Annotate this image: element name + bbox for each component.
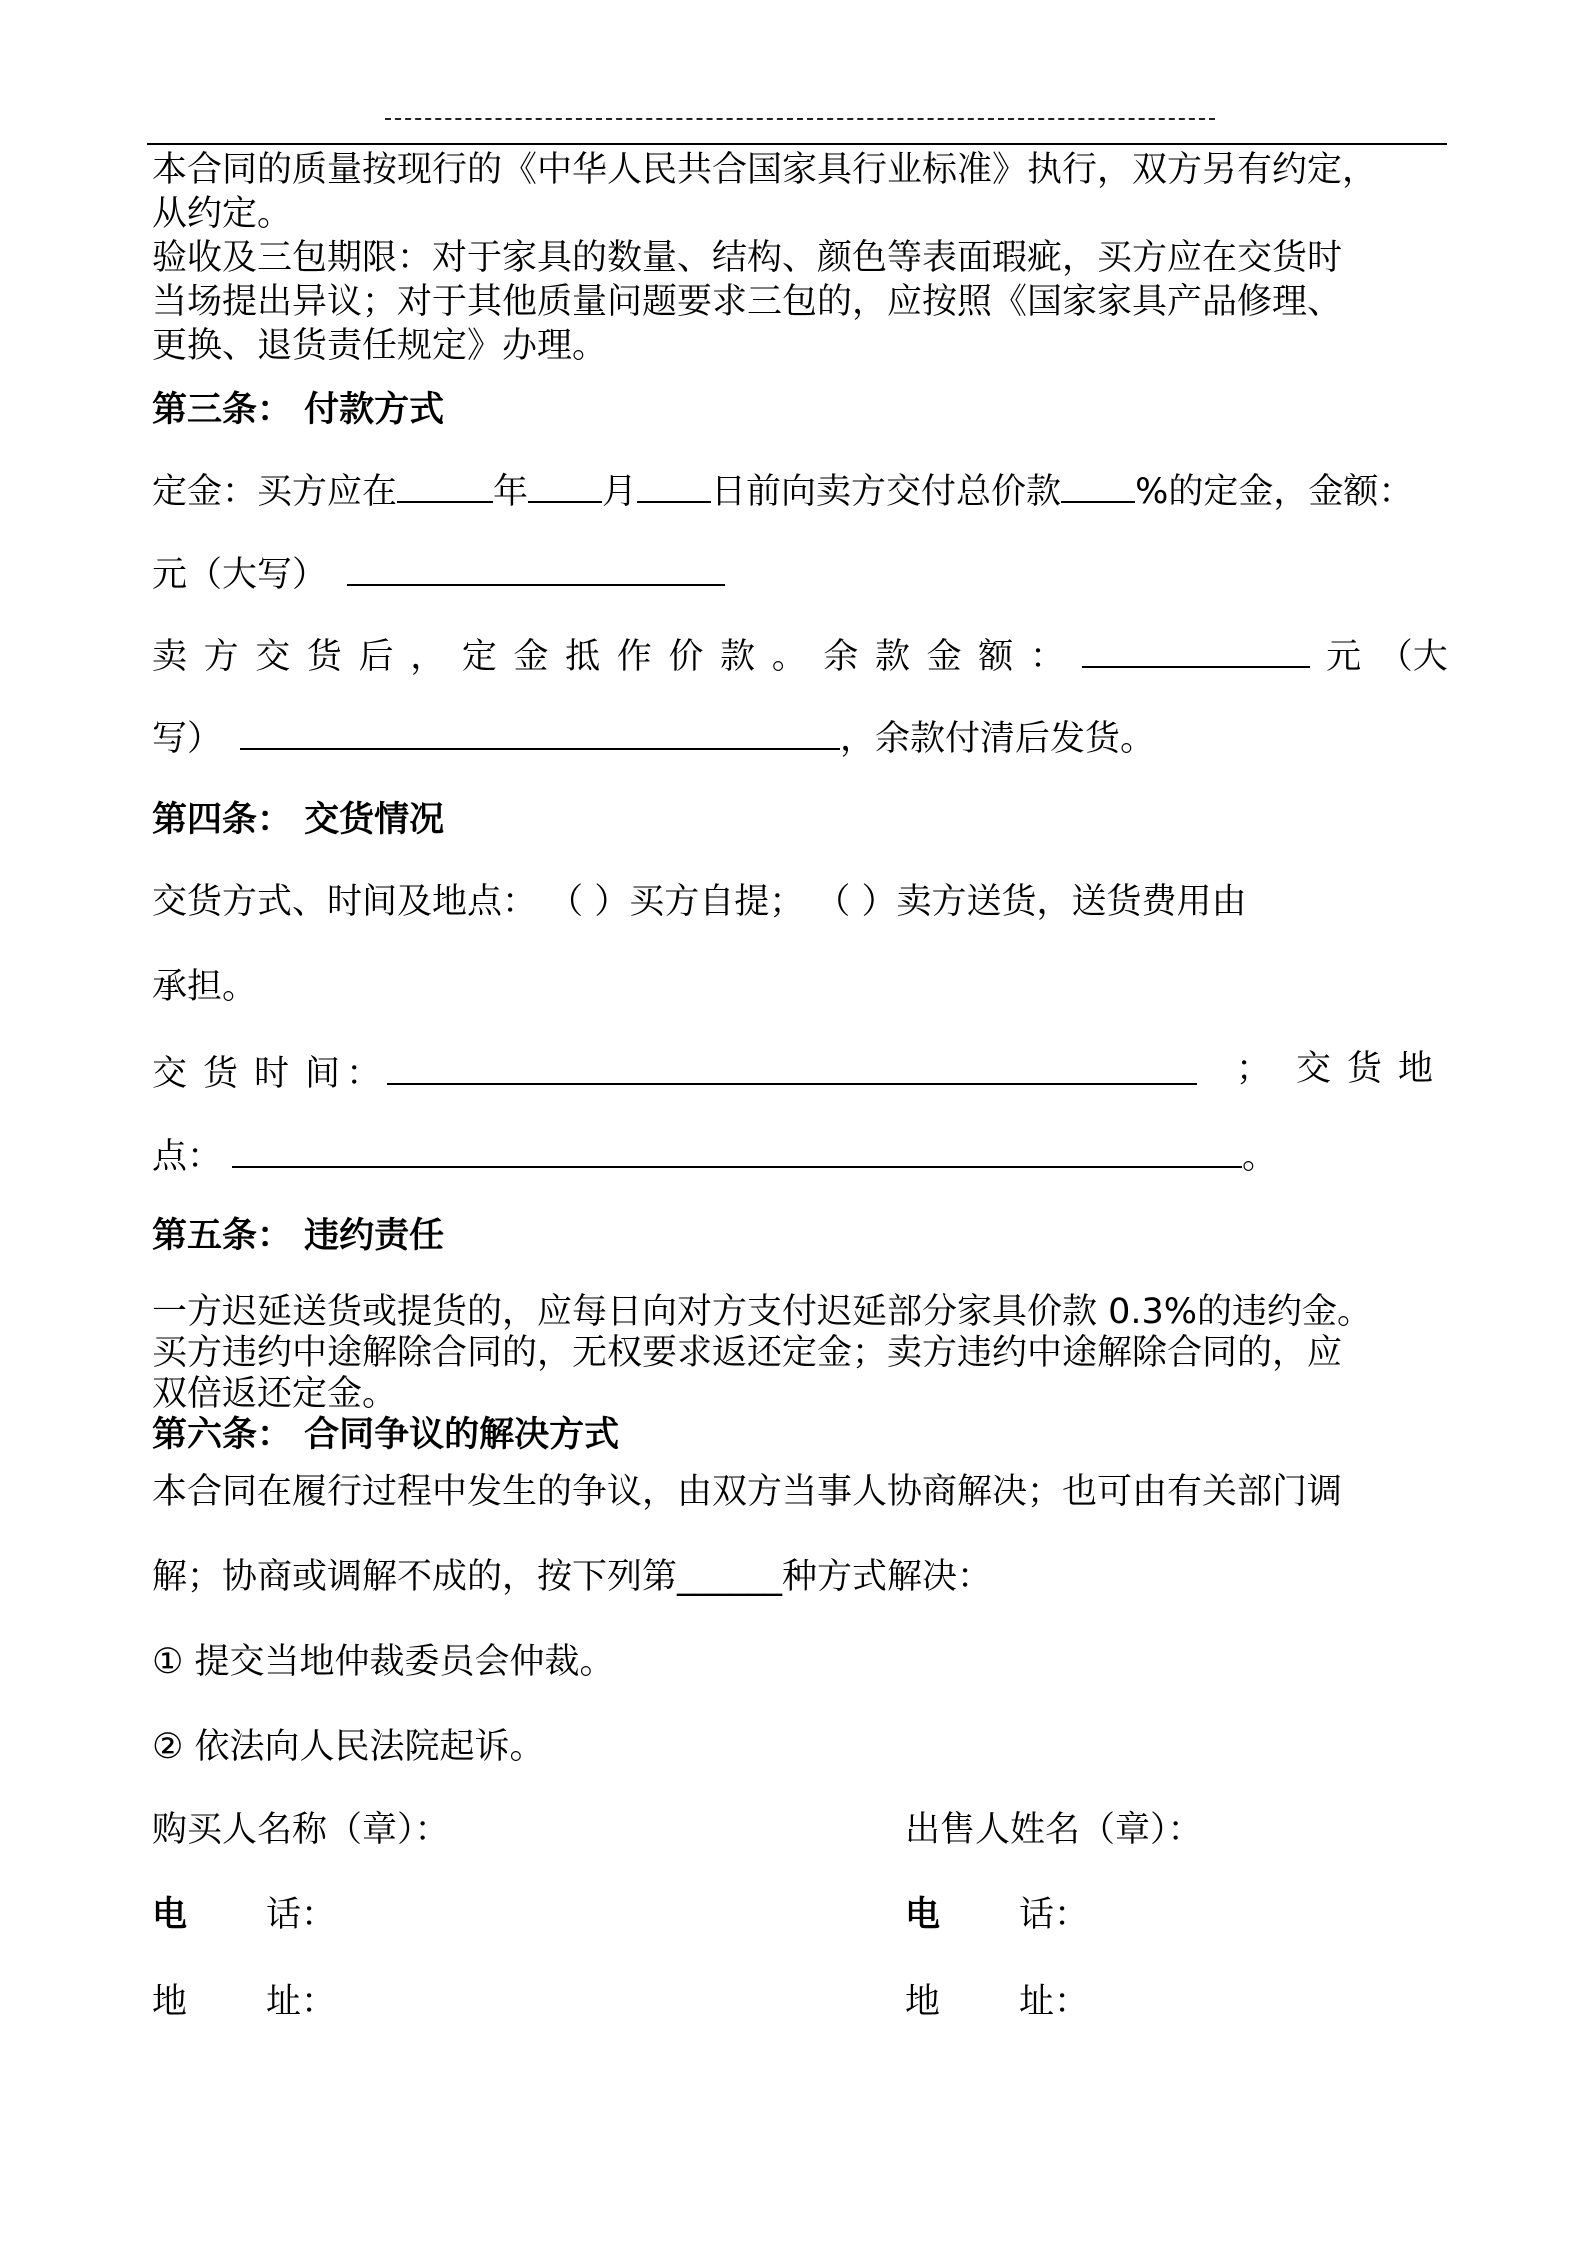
dispute-line-2: 解；协商或调解不成的，按下列第______种方式解决：	[152, 1557, 993, 1597]
buyer-address-a: 地	[152, 1982, 188, 2022]
deposit-capital-blank[interactable]	[347, 548, 725, 586]
dian-label: 点：	[152, 1137, 223, 1177]
paren-da-label: （大	[1377, 637, 1448, 677]
dispute-line-1: 本合同在履行过程中发生的争议，由双方当事人协商解决；也可由有关部门调	[152, 1472, 1343, 1512]
quality-line-2: 从约定。	[152, 194, 293, 234]
balance-amount-blank[interactable]	[1082, 630, 1310, 668]
buyer-phone-a: 电	[152, 1895, 188, 1935]
percent-text: %的定金，金额：	[1135, 472, 1414, 512]
deposit-label: 定金：买方应在	[152, 472, 398, 512]
deposit-day-blank[interactable]	[637, 465, 711, 503]
balance-char: 款	[720, 637, 756, 677]
xie-label: 写）	[152, 719, 223, 759]
balance-char: 后	[358, 637, 394, 677]
balance-char: 款	[874, 637, 910, 677]
time-char: 间	[305, 1054, 341, 1094]
balance-char: 卖	[152, 637, 188, 677]
balance-char: 定	[461, 637, 497, 677]
balance-line	[152, 630, 1448, 679]
buyer-name-label: 购买人名称（章）：	[152, 1810, 450, 1850]
yuan-daxie-label: 元（大写）	[152, 555, 328, 595]
time-char: 货	[203, 1054, 239, 1094]
day-text: 日前向卖方交付总价款	[711, 472, 1062, 512]
acceptance-line-2: 当场提出异议；对于其他质量问题要求三包的，应按照《国家家具产品修理、	[152, 282, 1343, 322]
time-char: ：	[346, 1054, 382, 1094]
seller-phone-b: 话：	[1019, 1895, 1090, 1935]
balance-char: 交	[255, 637, 291, 677]
seller-address-a: 地	[905, 1982, 941, 2022]
balance-capital-line	[152, 712, 1452, 761]
liability-line-1: 一方迟延送货或提货的，应每日向对方支付迟延部分家具价款 0.3%的违约金。	[152, 1292, 1373, 1332]
balance-char: 。	[771, 637, 807, 677]
semicolon: ；	[1236, 1049, 1272, 1089]
dispute-option-1: ① 提交当地仲裁委员会仲裁。	[152, 1642, 615, 1682]
time-char: 时	[254, 1054, 290, 1094]
delivery-time-blank[interactable]	[387, 1047, 1197, 1085]
balance-capital-blank[interactable]	[240, 712, 840, 750]
year-label: 年	[493, 472, 529, 512]
balance-char: 价	[668, 637, 704, 677]
dispute-option-2: ② 依法向人民法院起诉。	[152, 1727, 545, 1767]
balance-char: 额	[978, 637, 1014, 677]
delivery-bear-line: 承担。	[152, 967, 258, 1007]
balance-char: 作	[616, 637, 652, 677]
liability-line-3: 双倍返还定金。	[152, 1374, 398, 1414]
place-chars	[1296, 1047, 1433, 1091]
balance-char: ，	[410, 637, 446, 677]
quality-line-1: 本合同的质量按现行的《中华人民共合国家具行业标准》执行，双方另有约定，	[152, 150, 1378, 190]
time-char: 交	[152, 1054, 188, 1094]
deposit-capital-line	[152, 548, 1452, 597]
balance-end-text: ，余款付清后发货。	[840, 719, 1156, 759]
deposit-line	[152, 465, 1452, 514]
liability-line-2: 买方违约中途解除合同的，无权要求返还定金；卖方违约中途解除合同的，应	[152, 1333, 1343, 1373]
place-char: 地	[1398, 1049, 1434, 1089]
balance-char: 金	[513, 637, 549, 677]
delivery-place-blank[interactable]	[232, 1130, 1242, 1168]
header-dashed-line	[385, 118, 1215, 120]
deposit-percent-blank[interactable]	[1061, 465, 1135, 503]
place-char: 交	[1296, 1049, 1332, 1089]
balance-char: ：	[1029, 637, 1065, 677]
balance-char: 金	[926, 637, 962, 677]
deposit-year-blank[interactable]	[397, 465, 493, 503]
delivery-method-line: 交货方式、时间及地点： （ ）买方自提； （ ）卖方送货，送货费用由	[152, 882, 1247, 922]
article-4-heading: 第四条： 交货情况	[152, 800, 445, 840]
article-5-heading: 第五条： 违约责任	[152, 1216, 445, 1256]
balance-char: 余	[823, 637, 859, 677]
balance-char: 货	[306, 637, 342, 677]
seller-name-label: 出售人姓名（章）：	[905, 1810, 1203, 1850]
balance-char: 方	[203, 637, 239, 677]
seller-address-b: 址：	[1019, 1982, 1090, 2022]
buyer-phone-b: 话：	[266, 1895, 337, 1935]
seller-phone-a: 电	[905, 1895, 941, 1935]
header-rule	[147, 143, 1447, 145]
balance-char: 抵	[565, 637, 601, 677]
yuan-label: 元	[1326, 637, 1362, 677]
month-label: 月	[602, 472, 638, 512]
article-6-heading: 第六条： 合同争议的解决方式	[152, 1415, 620, 1455]
article-3-heading: 第三条： 付款方式	[152, 390, 445, 430]
acceptance-line-3: 更换、退货责任规定》办理。	[152, 326, 608, 366]
acceptance-line-1: 验收及三包期限：对于家具的数量、结构、颜色等表面瑕疵，买方应在交货时	[152, 238, 1343, 278]
deposit-month-blank[interactable]	[528, 465, 602, 503]
delivery-place-line	[152, 1130, 1452, 1179]
place-period: 。	[1242, 1137, 1278, 1177]
buyer-address-b: 址：	[266, 1982, 337, 2022]
place-char: 货	[1347, 1049, 1383, 1089]
